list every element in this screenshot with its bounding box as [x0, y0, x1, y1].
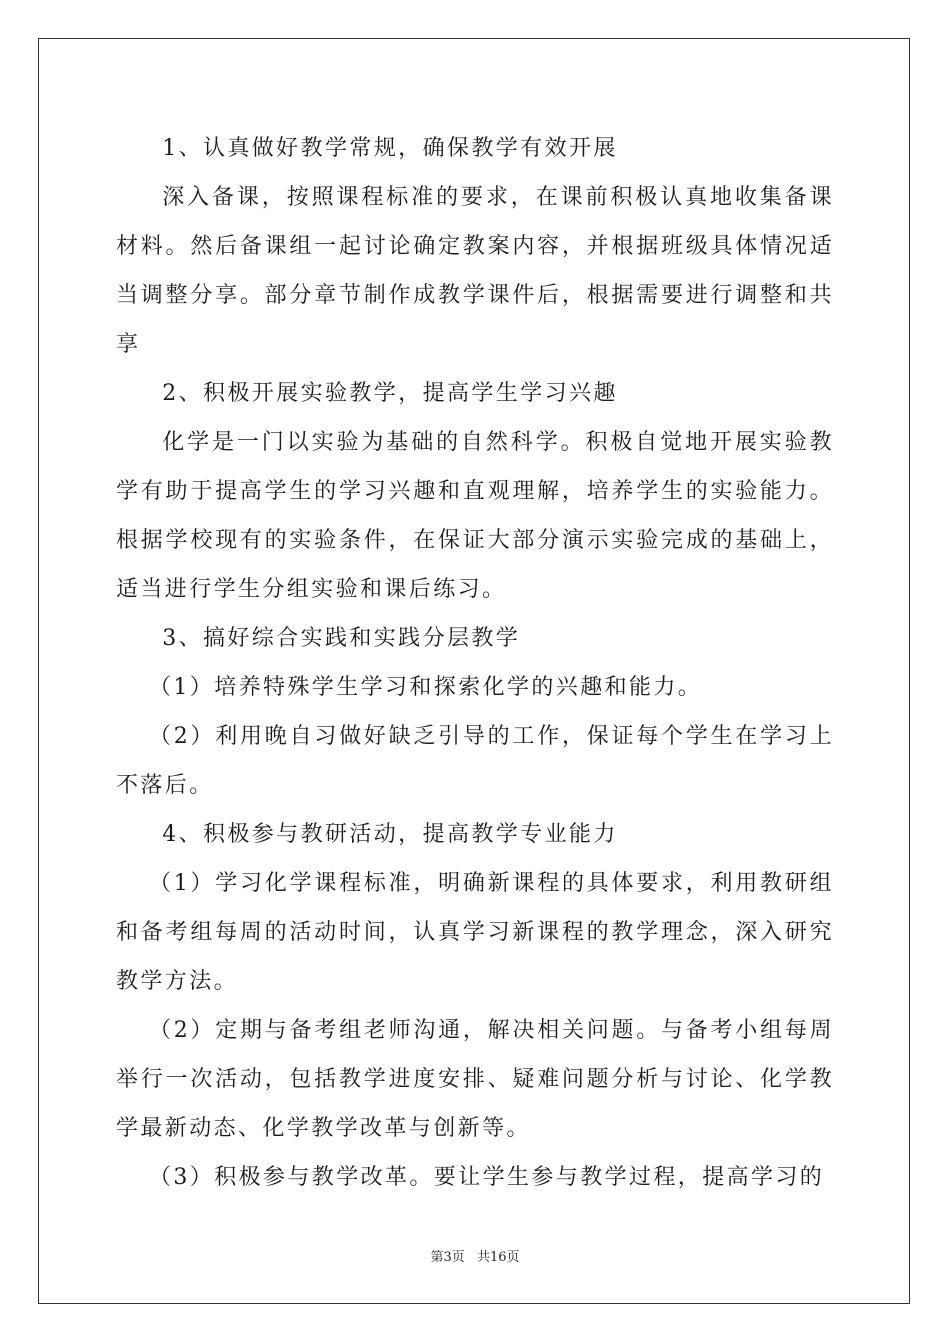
paragraph-item-3-1: （1）培养特殊学生学习和探索化学的兴趣和能力。	[149, 675, 703, 700]
paragraph-experiment-teaching: 化学是一门以实验为基础的自然科学。积极自觉地开展实验教学有助于提高学生的学习兴趣和直观理解，培养学生的实验能力。根据学校现有的实验条件，在保证大部分演示实验完成的基础上，适当进行学生分组实验和课后练习。	[116, 430, 834, 602]
paragraph-heading-2: 2、积极开展实验教学，提高学生学习兴趣	[162, 381, 618, 406]
page-number: 第3页	[430, 1250, 465, 1265]
paragraph-heading-1: 1、认真做好教学常规，确保教学有效开展	[162, 136, 618, 161]
paragraph-heading-4: 4、积极参与教研活动，提高教学专业能力	[162, 822, 618, 847]
paragraph-item-4-2: （2）定期与备考组老师沟通，解决相关问题。与备考小组每周举行一次活动，包括教学进度安排、疑难问题分析与讨论、化学教学最新动态、化学教学改革与创新等。	[116, 1018, 834, 1141]
paragraph-lesson-prep: 深入备课，按照课程标准的要求，在课前积极认真地收集备课材料。然后备课组一起讨论确定教案内容，并根据班级具体情况适当调整分享。部分章节制作成教学课件后，根据需要进行调整和共享	[116, 185, 834, 357]
paragraph-item-4-1: （1）学习化学课程标准，明确新课程的具体要求，利用教研组和备考组每周的活动时间，认真学习新课程的教学理念，深入研究教学方法。	[116, 871, 834, 994]
document-body	[116, 124, 834, 1202]
page-footer	[0, 1246, 950, 1265]
paragraph-heading-3: 3、搞好综合实践和实践分层教学	[162, 626, 521, 651]
paragraph-item-3-2: （2）利用晚自习做好缺乏引导的工作，保证每个学生在学习上不落后。	[116, 724, 834, 798]
page-total: 共16页	[476, 1250, 520, 1265]
paragraph-item-4-3: （3）积极参与教学改革。要让学生参与教学过程，提高学习的	[149, 1165, 825, 1190]
